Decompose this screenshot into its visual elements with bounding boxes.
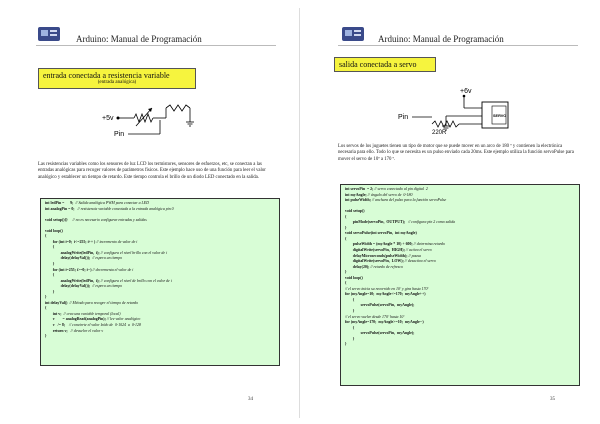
code-text: v = analogRead(analogPin); — [45, 317, 106, 322]
supply-label: +6v — [460, 88, 472, 95]
code-text: delay(delayVal()); — [45, 256, 91, 261]
code-text: { — [345, 297, 355, 302]
code-text: analogWrite(ledPin, i); — [45, 250, 100, 255]
arduino-logo-icon — [38, 27, 60, 41]
servo-diagram — [392, 86, 522, 136]
code-text: } — [345, 309, 355, 314]
code-text: digitalWrite(servoPin, HIGH); — [345, 248, 405, 253]
code-text: int delayVal() — [45, 300, 68, 305]
code-text: { — [45, 273, 55, 278]
code-text: pinMode(servoPin, OUTPUT); — [345, 220, 406, 225]
code-text: delay(delayVal()); — [45, 284, 91, 289]
code-text: void loop() — [345, 275, 363, 280]
section-heading-text: salida conectada a servo — [339, 60, 417, 69]
header-rule — [36, 45, 276, 46]
code-comment: // determina retardo — [412, 242, 445, 247]
code-text: int myAngle; — [345, 192, 367, 197]
code-text: for (int i=0; i<=255; i++ ) — [45, 239, 96, 244]
supply-label: +5v — [102, 115, 114, 122]
code-line — [345, 342, 575, 348]
code-line — [45, 334, 275, 340]
code-text: } — [45, 289, 55, 294]
code-comment: // pausa — [407, 253, 421, 258]
code-comment: // resistencia variable conectada a la entrada analógica pin 0 — [74, 206, 174, 211]
code-comment: // Salida analógica PWM para conectar a LED — [73, 201, 149, 205]
code-comment: // no es necesario configurar entradas y salidas — [67, 217, 147, 222]
code-text: int pulseWidth; — [345, 198, 371, 203]
code-text: } — [45, 262, 55, 267]
code-text: int analogPin = 0; — [45, 206, 75, 211]
code-comment: // desactiva el servo — [403, 259, 436, 264]
code-text: { — [345, 325, 355, 330]
code-text: pulseWidth = (myAngle * 10) + 600; — [345, 242, 413, 247]
code-comment: // Método para recoger el tiempo de retardo — [67, 300, 139, 305]
code-comment: // devuelve el valor v — [67, 328, 104, 333]
code-block — [40, 198, 280, 366]
variable-resistor-diagram — [100, 94, 210, 140]
code-text: { — [45, 245, 55, 250]
section-heading — [38, 68, 196, 89]
code-text: analogWrite(ledPin, i); — [45, 278, 100, 283]
code-comment: // incremento de valor de i — [95, 239, 138, 244]
code-text: int v; — [45, 311, 62, 316]
code-comment: // lee valor analógico — [105, 317, 141, 322]
right-page — [300, 0, 600, 424]
code-text: int ledPin = 9; — [45, 201, 74, 205]
code-text: void setup(){} — [45, 217, 68, 222]
code-text: } — [345, 270, 347, 275]
section-subheading: (entrada analógica) — [97, 80, 137, 86]
code-text: delay(20); — [345, 264, 370, 269]
code-block — [340, 184, 580, 386]
code-text: digitalWrite(servoPin, LOW); — [345, 259, 404, 264]
code-comment: // el servo inicia su recorrido en 10º y gira hasta 170º — [345, 286, 429, 291]
code-comment: // convierte el valor leído de 0-1024 a 0-128 — [65, 323, 141, 328]
code-text: void servoPulse(int servoPin, int myAngle) — [345, 231, 417, 236]
servo-label: SERVO — [493, 114, 507, 118]
code-text: servoPulse(servoPin, myAngle); — [345, 331, 415, 336]
code-comment: // configura pin 2 como salida — [405, 220, 456, 225]
code-comment: // servo conectado al pin digital 2 — [373, 187, 428, 191]
code-comment: // configura el nivel brillo con el valor de i — [99, 250, 168, 255]
section-heading-text: entrada conectada a resistencia variable — [43, 71, 170, 80]
code-comment: // el servo vuelve desde 170º hasta 10º — [345, 314, 405, 319]
code-text: return v; — [45, 328, 68, 333]
description-paragraph: Las resistencias variables como los sensores de luz LCD los termistores, sensores de esfuerzos, etc, se conectan a las entradas analógicas para recoger valores de parámetros físicos. Este ejemplo hace uso de una función para leer el valor analógico y establecer un tiempo de retardo. Este tiempo controla el brillo de un diodo LED conectado en la salida. — [38, 162, 266, 180]
resistor-label: 220R — [432, 130, 447, 136]
code-text: for (myAngle=10; myAngle<=170; myAngle++) — [345, 292, 426, 297]
page-number: 35 — [550, 397, 555, 402]
header-rule — [338, 45, 578, 46]
code-text: } — [345, 225, 347, 230]
arduino-logo-icon — [342, 27, 364, 41]
pin-label: Pin — [114, 131, 125, 138]
code-text: void setup() — [345, 209, 365, 214]
code-comment: // crea una variable temporal (local) — [61, 311, 121, 316]
code-text: { — [45, 234, 47, 239]
code-text: delayMicroseconds(pulseWidth); — [345, 253, 408, 258]
code-text: v /= 8; — [45, 323, 66, 328]
code-comment: // activa el servo — [404, 248, 432, 253]
code-comment: // espera un tiempo — [90, 284, 123, 289]
code-comment: // espera un tiempo — [90, 256, 123, 261]
section-heading — [334, 57, 436, 72]
code-text: } — [45, 334, 47, 339]
page-header-title: Arduino: Manual de Programación — [378, 34, 504, 44]
code-text: for (int i=255; i>=0; i--) — [45, 267, 92, 272]
code-text: servoPulse(servoPin, myAngle); — [345, 303, 415, 308]
code-text: for (myAngle=170; myAngle>=10; myAngle--) — [345, 320, 424, 325]
code-text: { — [345, 236, 347, 241]
code-comment: // configura el nivel de brillo con el valor de i — [99, 278, 172, 283]
code-text: } — [345, 342, 347, 347]
page-header-title: Arduino: Manual de Programación — [76, 34, 202, 44]
code-text: { — [345, 214, 347, 219]
code-text: void loop() — [45, 228, 63, 233]
code-comment: // ángulo del servo de 0-180 — [366, 192, 413, 197]
code-comment: // retardo de refresco — [369, 264, 403, 269]
code-comment: // anchura del pulso para la función servoPulse — [370, 198, 447, 203]
code-comment: // decrementa el valor de i — [91, 267, 134, 272]
page-number: 34 — [248, 397, 253, 402]
pin-label: Pin — [398, 114, 409, 121]
code-text: { — [45, 306, 47, 311]
code-text: } — [45, 295, 47, 300]
code-text: } — [345, 336, 355, 341]
description-paragraph: Los servos de los juguetes tienen un tipo de motor que se puede mover en un arco de 180 º y contienen la electrónica necesaria para ello. Todo lo que se necesita es un pulso enviado cada 20ms. Este ejemplo utiliza la función servoPulse para mover el servo de 10º a 170 º. — [338, 144, 574, 162]
code-text: int servoPin = 2; — [345, 187, 374, 191]
code-text: { — [345, 281, 347, 286]
